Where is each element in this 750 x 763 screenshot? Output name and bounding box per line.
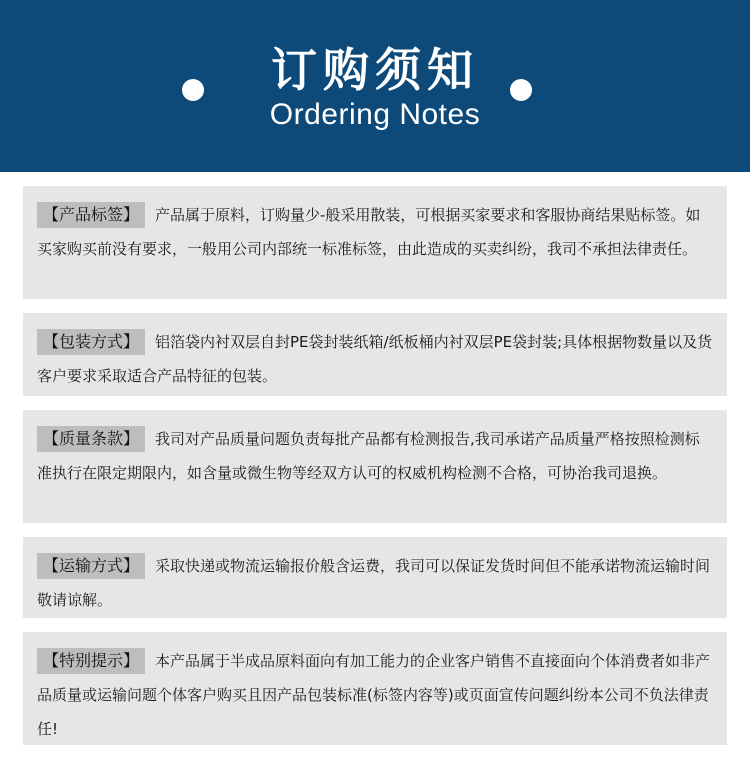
- note-text: 本产品属于半成品原料面向有加工能力的企业客户销售不直接面向个体消费者如非产品质量或运输问题个体客户购买且因产品包装标准(标签内容等)或页面宣传问题纠纷本公司不负法律责任!: [37, 652, 711, 738]
- note-tag: 【运输方式】: [37, 553, 145, 579]
- page-title: 订购须知: [271, 43, 479, 97]
- note-tag: 【产品标签】: [37, 202, 145, 228]
- note-product-label: [23, 186, 727, 299]
- note-text: 采取快递或物流运输报价般含运费，我司可以保证发货时间但不能承诺物流运输时间敬请谅解。: [37, 557, 711, 609]
- header-banner: [0, 0, 750, 172]
- note-packaging: [23, 313, 727, 396]
- note-special: [23, 632, 727, 745]
- note-tag: 【特别提示】: [37, 648, 145, 674]
- note-shipping: [23, 537, 727, 618]
- note-text: 产品属于原料，订购量少-般采用散装，可根据买家要求和客服协商结果贴标签。如买家购买前没有要求，一般用公司内部统一标准标签，由此造成的买卖纠纷，我司不承担法律责任。: [37, 206, 701, 258]
- note-quality: [23, 410, 727, 523]
- note-tag: 【包装方式】: [37, 329, 145, 355]
- note-text: 我司对产品质量问题负责每批产品都有检测报告,我司承诺产品质量严格按照检测标准执行在限定期限内，如含量或微生物等经双方认可的权威机构检测不合格，可协治我司退换。: [37, 430, 700, 482]
- page-subtitle: Ordering Notes: [269, 98, 481, 131]
- note-text: 铝箔袋内衬双层自封PE袋封装纸箱/纸板桶内衬双层PE袋封装;具体根据物数量以及货客户要求采取适合产品特征的包装。: [37, 333, 713, 385]
- note-tag: 【质量条款】: [37, 426, 145, 452]
